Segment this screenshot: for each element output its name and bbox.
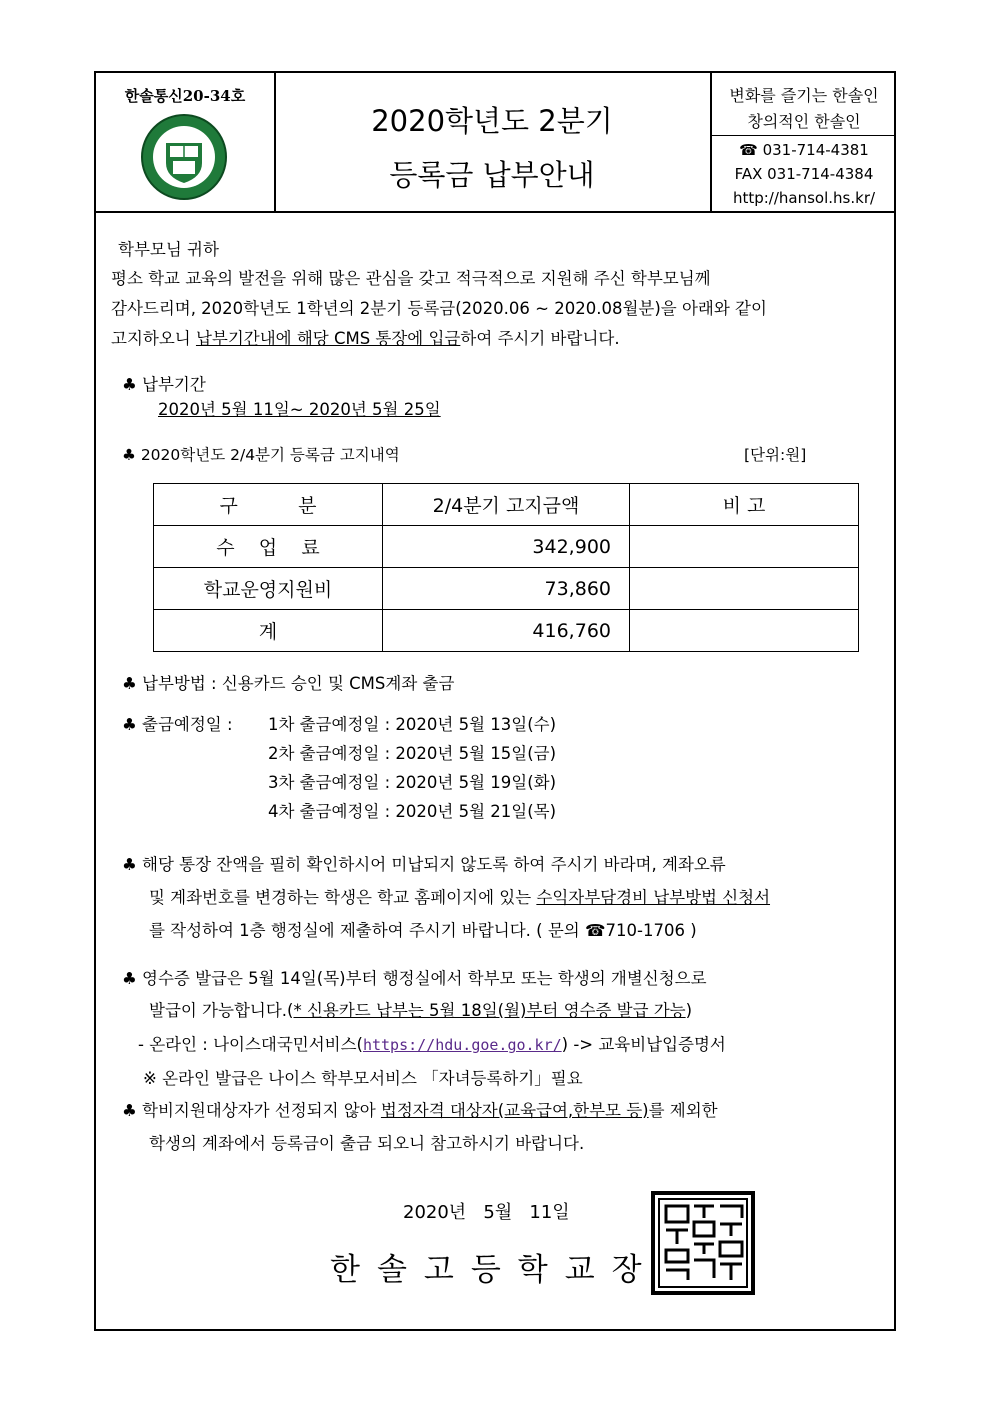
- payment-method: ♣ 납부방법 : 신용카드 승인 및 CMS계좌 출금: [122, 674, 455, 693]
- intro-line-3-post: 하여 주시기 바랍니다.: [460, 329, 620, 348]
- motto-divider: [712, 135, 896, 136]
- notice2-line-2-pre: 발급이 가능합니다.(: [149, 1001, 294, 1020]
- period-value: 2020년 5월 11일~ 2020년 5월 25일: [158, 400, 441, 419]
- fee-table: [153, 483, 859, 652]
- school-principal: 한솔고등학교장: [330, 1252, 659, 1288]
- row-note: [630, 610, 859, 652]
- notice1-line-1: ♣ 해당 통장 잔액을 필히 확인하시어 미납되지 않도록 하여 주시기 바라며, 계좌오류: [122, 855, 726, 874]
- notice1-form-name: 수익자부담경비 납부방법 신청서: [536, 888, 771, 907]
- notice2-line-4: ※ 온라인 발급은 나이스 학부모서비스 「자녀등록하기」필요: [143, 1069, 583, 1088]
- row-amount: 416,760: [383, 610, 630, 652]
- row-amount: 342,900: [383, 526, 630, 568]
- neis-service-link[interactable]: https://hdu.goe.go.kr/: [362, 1036, 562, 1054]
- schedule-item: 2차 출금예정일 : 2020년 5월 15일(금): [268, 744, 557, 763]
- intro-line-3: [111, 325, 620, 349]
- period-label: ♣ 납부기간: [122, 375, 206, 394]
- header-right-cell: [710, 73, 896, 211]
- header-left-cell: [96, 73, 276, 211]
- schedule-label: ♣ 출금예정일 :: [122, 715, 233, 734]
- table-header-row: [154, 484, 859, 526]
- row-item: 수 업 료: [154, 526, 383, 568]
- header-note: 비 고: [630, 484, 859, 526]
- schedule-item: 3차 출금예정일 : 2020년 5월 19일(화): [268, 773, 557, 792]
- notice2-line-2: [149, 997, 692, 1021]
- schedule-item: 4차 출금예정일 : 2020년 5월 21일(목): [268, 802, 557, 821]
- intro-line-1: 평소 학교 교육의 발전을 위해 많은 관심을 갖고 적극적으로 지원해 주신 학부모님께: [111, 269, 711, 288]
- notice2-card-note: * 신용카드 납부는 5월 18일(월)부터 영수증 발급 가능: [293, 1001, 686, 1020]
- issue-date: 2020년 5월 11일: [403, 1202, 570, 1223]
- intro-line-3-underlined: 납부기간내에 해당 CMS 통장에 입금: [195, 329, 461, 348]
- notice2-line-3-pre: - 온라인 : 나이스대국민서비스(: [138, 1035, 363, 1054]
- intro-line-2: 감사드리며, 2020학년도 1학년의 2분기 등록금(2020.06 ~ 2020.08월분)을 아래와 같이: [111, 299, 767, 318]
- schedule-item: 1차 출금예정일 : 2020년 5월 13일(수): [268, 715, 557, 734]
- notice2-line-3-post: ) -> 교육비납입증명서: [561, 1035, 726, 1054]
- notice2-line-1: ♣ 영수증 발급은 5월 14일(목)부터 행정실에서 학부모 또는 학생의 개별신청으로: [122, 969, 707, 988]
- salutation: 학부모님 귀하: [118, 240, 219, 259]
- notice3-line-2: 학생의 계좌에서 등록금이 출금 되오니 참고하시기 바랍니다.: [149, 1134, 585, 1153]
- row-item: 학교운영지원비: [154, 568, 383, 610]
- title-line-1: 2020학년도 2분기: [371, 104, 613, 138]
- notice3-line-1: [122, 1097, 718, 1121]
- table-total-row: [154, 610, 859, 652]
- intro-line-3-pre: 고지하오니: [111, 329, 196, 348]
- notice3-line-1-post: 를 제외한: [648, 1101, 718, 1120]
- notice2-line-2-post: ): [685, 1001, 693, 1020]
- official-seal-icon: [650, 1190, 756, 1296]
- notice1-line-2-pre: 및 계좌번호를 변경하는 학생은 학교 홈페이지에 있는: [149, 888, 537, 907]
- row-note: [630, 568, 859, 610]
- notice1-line-3: 를 작성하여 1층 행정실에 제출하여 주시기 바랍니다. ( 문의 ☎710-1706 ): [149, 921, 697, 940]
- notice3-line-1-pre: ♣ 학비지원대상자가 선정되지 않아: [122, 1101, 381, 1120]
- motto-line-1: 변화를 즐기는 한솔인: [729, 86, 879, 105]
- table-row: [154, 526, 859, 568]
- table-row: [154, 568, 859, 610]
- header: [96, 73, 894, 213]
- row-amount: 73,860: [383, 568, 630, 610]
- notice3-eligible: 법정자격 대상자(교육급여,한부모 등): [380, 1101, 649, 1120]
- issue-number: 한솔통신20-34호: [124, 87, 246, 105]
- row-note: [630, 526, 859, 568]
- header-amount: 2/4분기 고지금액: [383, 484, 630, 526]
- title-line-2: 등록금 납부안내: [389, 158, 595, 192]
- fax-number: FAX 031-714-4384: [734, 165, 874, 183]
- fee-section-label: ♣ 2020학년도 2/4분기 등록금 고지내역: [122, 446, 400, 464]
- motto-line-2: 창의적인 한솔인: [747, 112, 861, 131]
- website-link[interactable]: http://hansol.hs.kr/: [732, 189, 876, 207]
- phone-number: ☎ 031-714-4381: [739, 141, 869, 159]
- header-item: 구 분: [154, 484, 383, 526]
- notice1-line-2: [149, 884, 770, 908]
- unit-label: [단위:원]: [744, 446, 807, 464]
- school-emblem-icon: [140, 113, 228, 201]
- notice2-line-3: [138, 1031, 726, 1055]
- row-item: 계: [154, 610, 383, 652]
